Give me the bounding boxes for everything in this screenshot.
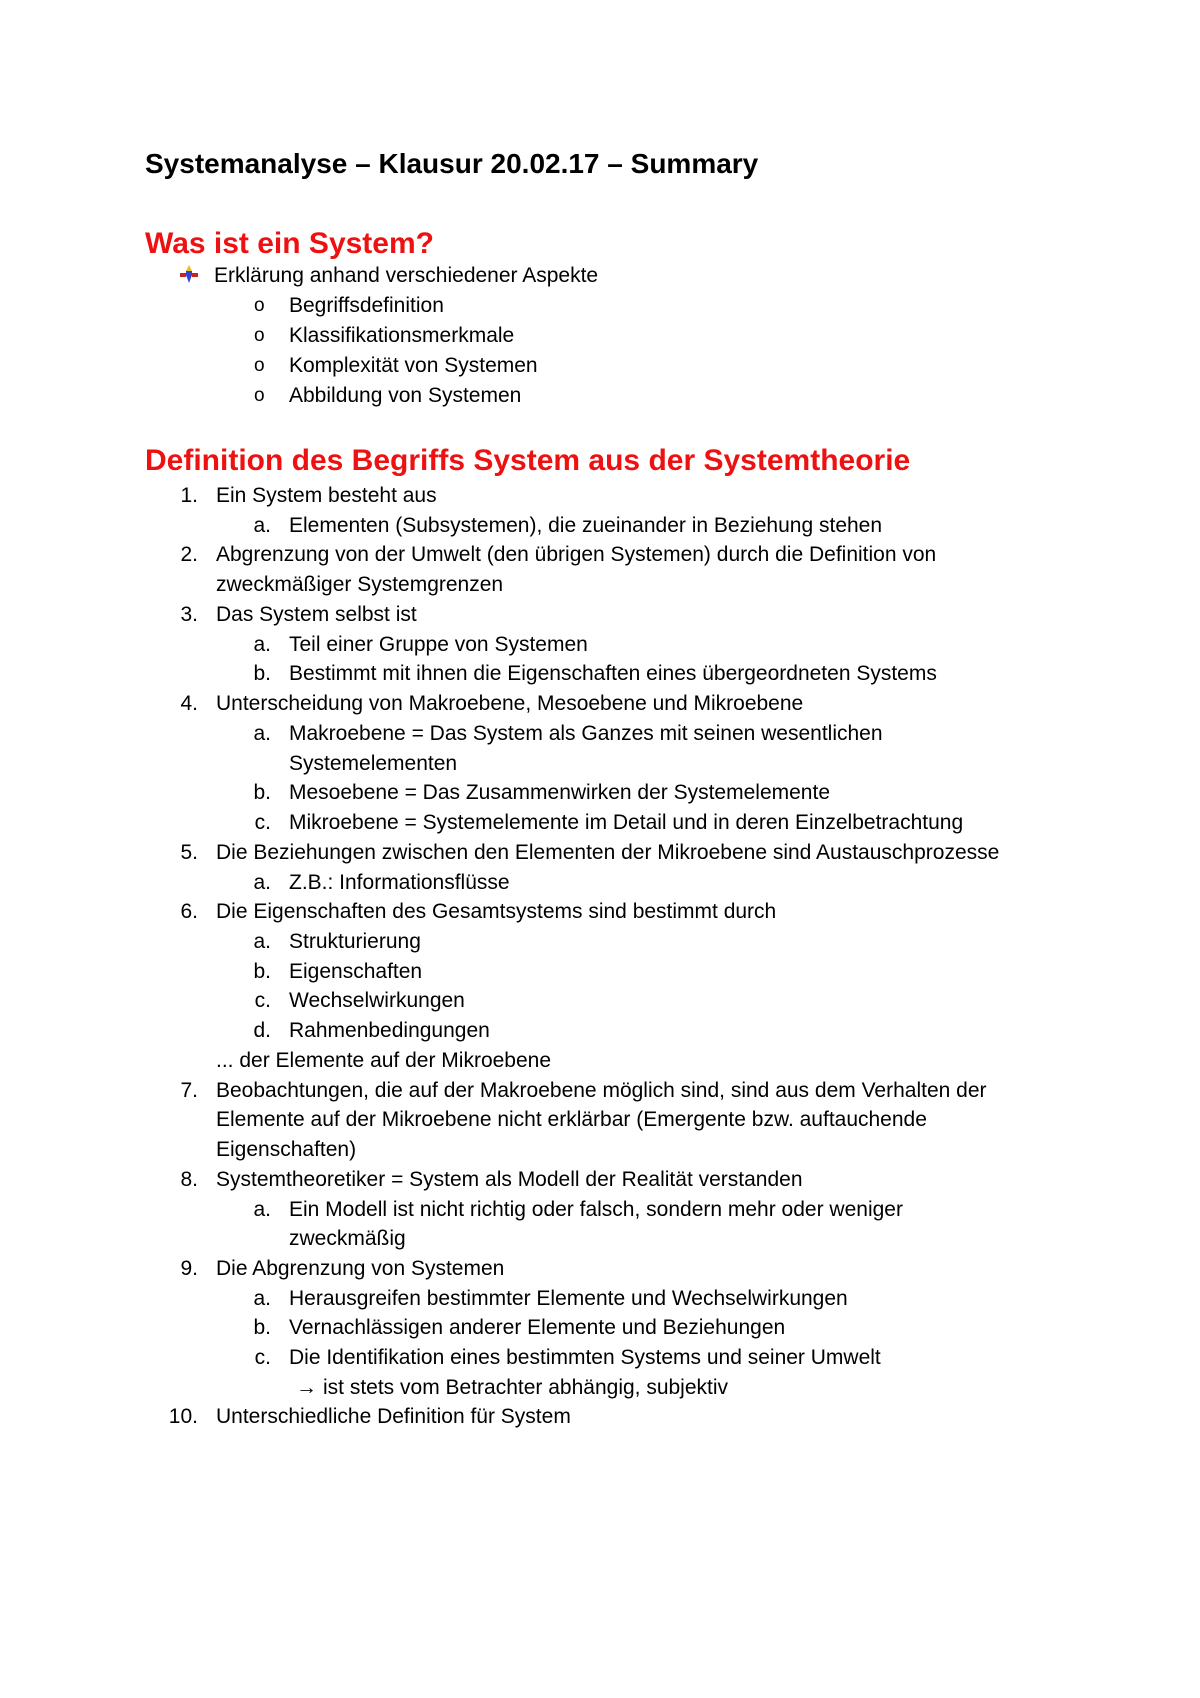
list-item-text: Strukturierung [289, 930, 421, 953]
list-item-text: Die Beziehungen zwischen den Elementen der Mikroebene sind Austauschprozesse [216, 841, 1000, 864]
list-marker: 9. [180, 1257, 198, 1280]
list-marker: b. [253, 1316, 271, 1339]
list-marker: a. [253, 1198, 271, 1221]
list-item-text: zweckmäßig [289, 1227, 406, 1250]
list-marker: a. [253, 930, 271, 953]
section1-subitem: Klassifikationsmerkmale [289, 324, 515, 347]
list-item-text: Bestimmt mit ihnen die Eigenschaften eines übergeordneten Systems [289, 662, 937, 685]
list-item-text: Elemente auf der Mikroebene nicht erklärbar (Emergente bzw. auftauchende [216, 1108, 927, 1131]
list-item-text: Rahmenbedingungen [289, 1019, 490, 1042]
list-item-text: ... der Elemente auf der Mikroebene [216, 1049, 552, 1072]
list-marker: c. [254, 989, 271, 1012]
hollow-circle-icon: o [254, 355, 265, 376]
heading-was-ist-ein-system: Was ist ein System? [145, 227, 434, 260]
list-item-text: Mesoebene = Das Zusammenwirken der Systemelemente [289, 781, 830, 804]
arrow-bullet-icon [180, 265, 198, 285]
list-item-text [296, 1376, 728, 1400]
list-marker: d. [253, 1019, 271, 1042]
list-item-text: Herausgreifen bestimmter Elemente und Wechselwirkungen [289, 1287, 848, 1310]
list-marker: 6. [180, 900, 198, 923]
list-item-text: Elementen (Subsystemen), die zueinander in Beziehung stehen [289, 514, 883, 537]
list-marker: b. [253, 960, 271, 983]
list-marker: 5. [180, 841, 198, 864]
page-title: Systemanalyse – Klausur 20.02.17 – Summary [145, 148, 759, 179]
section1-bullet-text: Erklärung anhand verschiedener Aspekte [214, 264, 599, 287]
list-marker: a. [253, 871, 271, 894]
list-marker: a. [253, 514, 271, 537]
list-item-text: Abgrenzung von der Umwelt (den übrigen Systemen) durch die Definition von [216, 543, 937, 566]
section1-subitem: Komplexität von Systemen [289, 354, 538, 377]
list-item-text: Z.B.: Informationsflüsse [289, 871, 510, 894]
list-item-text: zweckmäßiger Systemgrenzen [216, 573, 504, 596]
list-item-text: Eigenschaften) [216, 1138, 357, 1161]
hollow-circle-icon: o [254, 385, 265, 406]
list-marker: 10. [168, 1405, 198, 1428]
list-item-text: Beobachtungen, die auf der Makroebene möglich sind, sind aus dem Verhalten der [216, 1079, 987, 1102]
list-item-text: ist stets vom Betrachter abhängig, subjektiv [323, 1376, 729, 1399]
list-item-text: Wechselwirkungen [289, 989, 465, 1012]
list-item-text: Systemtheoretiker = System als Modell der Realität verstanden [216, 1168, 803, 1191]
list-item-text: Die Eigenschaften des Gesamtsystems sind bestimmt durch [216, 900, 777, 923]
list-marker: a. [253, 722, 271, 745]
list-item-text: Unterscheidung von Makroebene, Mesoebene und Mikroebene [216, 692, 804, 715]
list-item-text: Das System selbst ist [216, 603, 417, 626]
list-item-text: Ein System besteht aus [216, 484, 437, 507]
list-item-text: Vernachlässigen anderer Elemente und Beziehungen [289, 1316, 786, 1339]
list-marker: c. [254, 811, 271, 834]
list-marker: 8. [180, 1168, 198, 1191]
list-item-text: Die Abgrenzung von Systemen [216, 1257, 505, 1280]
list-marker: c. [254, 1346, 271, 1369]
list-marker: 7. [180, 1079, 198, 1102]
list-item-text: Die Identifikation eines bestimmten Systems und seiner Umwelt [289, 1346, 881, 1369]
list-item-text: Makroebene = Das System als Ganzes mit seinen wesentlichen [289, 722, 883, 745]
list-marker: 4. [180, 692, 198, 715]
list-marker: 1. [180, 484, 198, 507]
list-item-text: Teil einer Gruppe von Systemen [289, 633, 588, 656]
section1-subitem: Begriffsdefinition [289, 294, 444, 317]
list-marker: 2. [180, 543, 198, 566]
heading-definition: Definition des Begriffs System aus der Systemtheorie [145, 444, 911, 477]
hollow-circle-icon: o [254, 295, 265, 316]
list-marker: 3. [180, 603, 198, 626]
hollow-circle-icon: o [254, 325, 265, 346]
list-marker: a. [253, 1287, 271, 1310]
section1-subitem: Abbildung von Systemen [289, 384, 522, 407]
list-marker: b. [253, 662, 271, 685]
list-item-text: Ein Modell ist nicht richtig oder falsch, sondern mehr oder weniger [289, 1198, 903, 1221]
list-marker: b. [253, 781, 271, 804]
list-item-text: Systemelementen [289, 752, 458, 775]
list-marker: a. [253, 633, 271, 656]
list-item-text: Unterschiedliche Definition für System [216, 1405, 571, 1428]
right-arrow-icon: → [296, 1376, 317, 1399]
list-item-text: Mikroebene = Systemelemente im Detail und in deren Einzelbetrachtung [289, 811, 964, 834]
list-item-text: Eigenschaften [289, 960, 423, 983]
